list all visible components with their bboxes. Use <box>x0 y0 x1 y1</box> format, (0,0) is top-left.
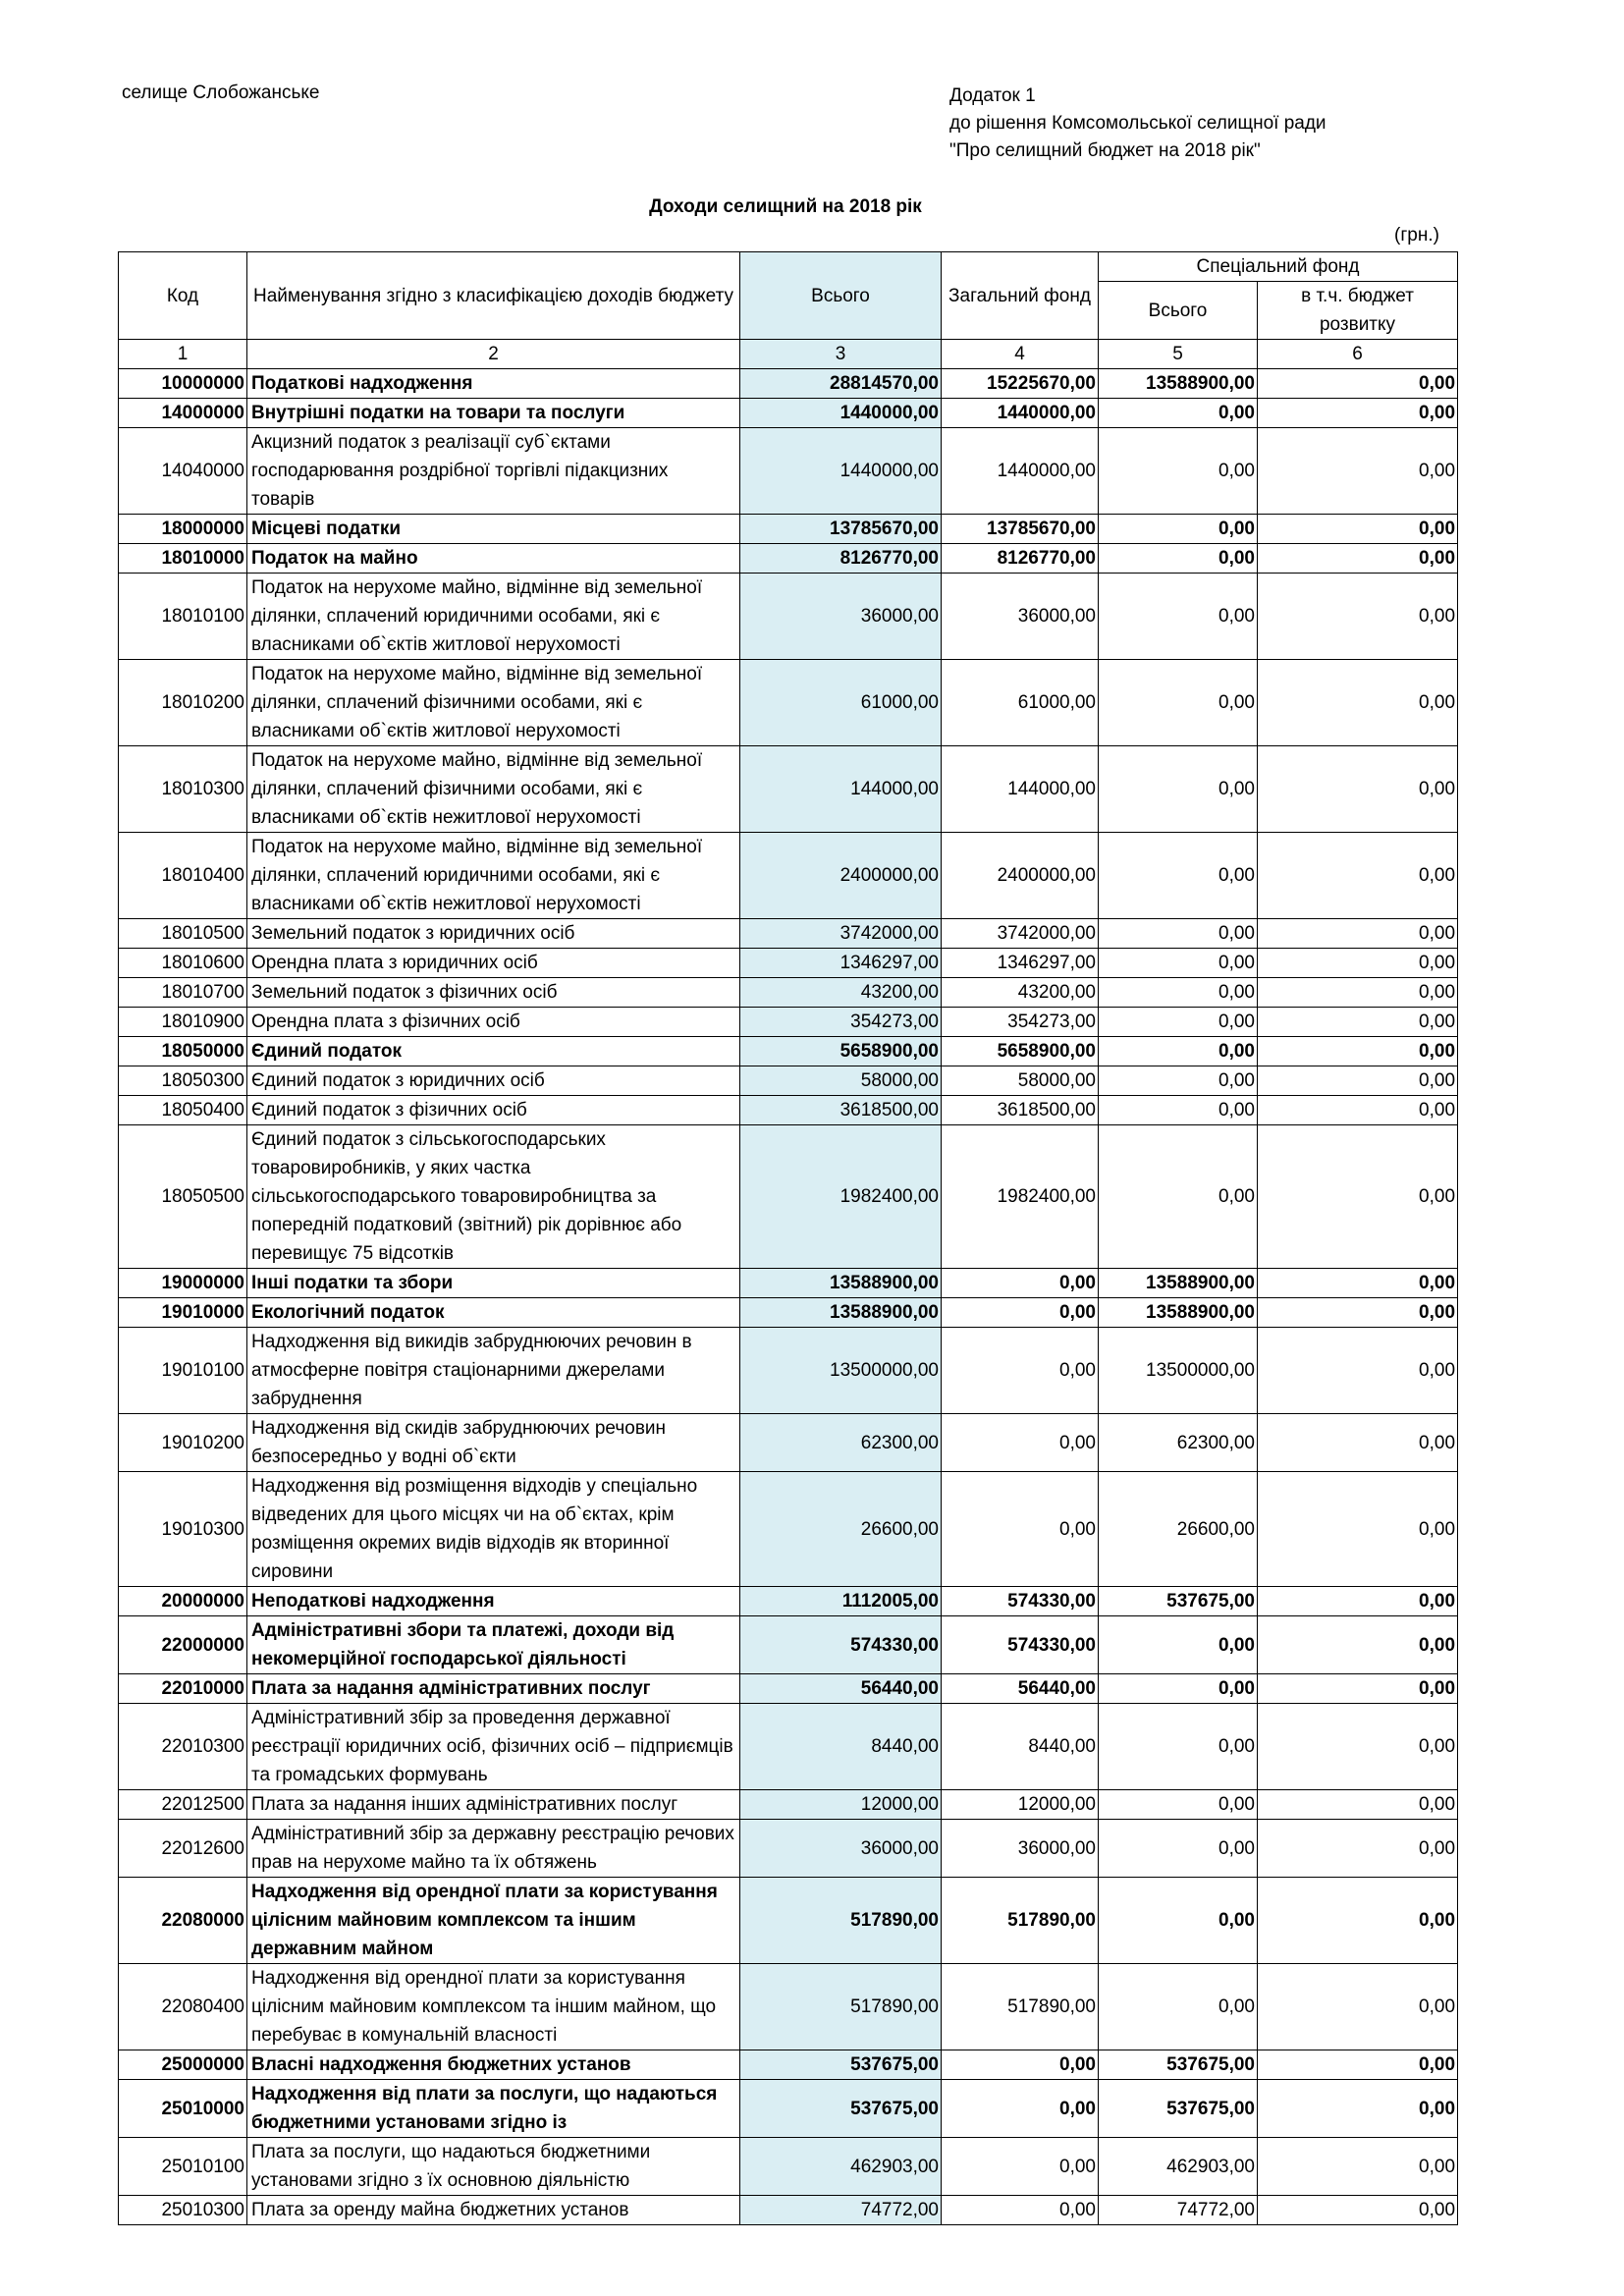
row-development-budget: 0,00 <box>1258 2196 1458 2225</box>
row-name: Єдиний податок з сільськогосподарських товаровиробників, у яких частка сільськогосподарського товаровиробництва за попередній податковий (звітний) рік дорівнює або перевищує 75 відсотків <box>247 1125 740 1269</box>
row-total: 13500000,00 <box>740 1328 942 1414</box>
row-code: 14040000 <box>119 428 247 515</box>
row-name: Адміністративні збори та платежі, доходи від некомерційної господарської діяльності <box>247 1616 740 1674</box>
table-row <box>119 1820 1458 1878</box>
row-special-fund: 0,00 <box>1099 1790 1258 1820</box>
row-name: Податок на майно <box>247 544 740 574</box>
row-special-fund: 0,00 <box>1099 1008 1258 1037</box>
row-development-budget: 0,00 <box>1258 428 1458 515</box>
row-code: 14000000 <box>119 399 247 428</box>
row-code: 25010100 <box>119 2138 247 2196</box>
row-name: Орендна плата з юридичних осіб <box>247 949 740 978</box>
row-code: 22012600 <box>119 1820 247 1878</box>
row-special-fund: 0,00 <box>1099 1964 1258 2050</box>
table-row <box>119 833 1458 919</box>
row-special-fund: 0,00 <box>1099 949 1258 978</box>
row-general-fund: 0,00 <box>942 1269 1099 1298</box>
row-total: 62300,00 <box>740 1414 942 1472</box>
row-development-budget: 0,00 <box>1258 1298 1458 1328</box>
row-code: 22012500 <box>119 1790 247 1820</box>
row-total: 2400000,00 <box>740 833 942 919</box>
row-name: Плата за надання інших адміністративних послуг <box>247 1790 740 1820</box>
row-special-fund: 0,00 <box>1099 574 1258 660</box>
header-total: Всього <box>740 252 942 340</box>
row-code: 18010400 <box>119 833 247 919</box>
row-total: 3742000,00 <box>740 919 942 949</box>
row-name: Єдиний податок з фізичних осіб <box>247 1096 740 1125</box>
row-development-budget: 0,00 <box>1258 574 1458 660</box>
row-development-budget: 0,00 <box>1258 399 1458 428</box>
row-development-budget: 0,00 <box>1258 1616 1458 1674</box>
row-development-budget: 0,00 <box>1258 1125 1458 1269</box>
row-general-fund: 3618500,00 <box>942 1096 1099 1125</box>
row-development-budget: 0,00 <box>1258 2050 1458 2080</box>
settlement-name: селище Слобожанське <box>122 82 320 103</box>
table-row <box>119 2080 1458 2138</box>
row-code: 25000000 <box>119 2050 247 2080</box>
row-code: 18000000 <box>119 515 247 544</box>
row-code: 18010700 <box>119 978 247 1008</box>
row-development-budget: 0,00 <box>1258 1096 1458 1125</box>
row-name: Єдиний податок <box>247 1037 740 1066</box>
row-development-budget: 0,00 <box>1258 1328 1458 1414</box>
table-row <box>119 574 1458 660</box>
row-general-fund: 144000,00 <box>942 746 1099 833</box>
row-special-fund: 0,00 <box>1099 428 1258 515</box>
row-name: Податок на нерухоме майно, відмінне від земельної ділянки, сплачений фізичними особами, які є власниками об`єктів нежитлової нерухомості <box>247 746 740 833</box>
row-general-fund: 517890,00 <box>942 1878 1099 1964</box>
row-special-fund: 537675,00 <box>1099 1587 1258 1616</box>
table-row <box>119 949 1458 978</box>
document-title: Доходи селищний на 2018 рік <box>649 196 922 217</box>
row-general-fund: 1440000,00 <box>942 399 1099 428</box>
row-code: 18010600 <box>119 949 247 978</box>
row-total: 462903,00 <box>740 2138 942 2196</box>
row-development-budget: 0,00 <box>1258 1704 1458 1790</box>
row-code: 18010900 <box>119 1008 247 1037</box>
table-row <box>119 1125 1458 1269</box>
row-total: 56440,00 <box>740 1674 942 1704</box>
revenue-table <box>118 251 1458 2225</box>
row-name: Надходження від скидів забруднюючих речовин безпосередньо у водні об`єкти <box>247 1414 740 1472</box>
row-name: Плата за надання адміністративних послуг <box>247 1674 740 1704</box>
row-total: 1346297,00 <box>740 949 942 978</box>
table-row <box>119 919 1458 949</box>
row-total: 8126770,00 <box>740 544 942 574</box>
table-row <box>119 1790 1458 1820</box>
row-general-fund: 517890,00 <box>942 1964 1099 2050</box>
row-development-budget: 0,00 <box>1258 2080 1458 2138</box>
row-total: 537675,00 <box>740 2050 942 2080</box>
row-special-fund: 0,00 <box>1099 544 1258 574</box>
row-code: 18010300 <box>119 746 247 833</box>
row-special-fund: 0,00 <box>1099 1037 1258 1066</box>
row-total: 537675,00 <box>740 2080 942 2138</box>
row-development-budget: 0,00 <box>1258 978 1458 1008</box>
appendix-line-1: Додаток 1 <box>949 85 1036 106</box>
row-code: 18010000 <box>119 544 247 574</box>
row-code: 10000000 <box>119 369 247 399</box>
row-code: 25010300 <box>119 2196 247 2225</box>
table-row <box>119 1008 1458 1037</box>
table-row <box>119 369 1458 399</box>
row-general-fund: 1440000,00 <box>942 428 1099 515</box>
row-development-budget: 0,00 <box>1258 1674 1458 1704</box>
table-row <box>119 544 1458 574</box>
row-name: Надходження від орендної плати за користування цілісним майновим комплексом та іншим державним майном <box>247 1878 740 1964</box>
row-general-fund: 13785670,00 <box>942 515 1099 544</box>
table-row <box>119 1414 1458 1472</box>
table-row <box>119 660 1458 746</box>
table-row <box>119 399 1458 428</box>
row-total: 5658900,00 <box>740 1037 942 1066</box>
row-code: 19010100 <box>119 1328 247 1414</box>
row-code: 19010300 <box>119 1472 247 1587</box>
row-special-fund: 0,00 <box>1099 919 1258 949</box>
row-name: Податок на нерухоме майно, відмінне від земельної ділянки, сплачений фізичними особами, які є власниками об`єктів житлової нерухомості <box>247 660 740 746</box>
row-name: Надходження від орендної плати за користування цілісним майновим комплексом та іншим майном, що перебуває в комунальній власності <box>247 1964 740 2050</box>
row-general-fund: 3742000,00 <box>942 919 1099 949</box>
row-code: 18010500 <box>119 919 247 949</box>
table-row <box>119 1964 1458 2050</box>
row-general-fund: 8126770,00 <box>942 544 1099 574</box>
row-code: 18050300 <box>119 1066 247 1096</box>
row-total: 8440,00 <box>740 1704 942 1790</box>
row-development-budget: 0,00 <box>1258 515 1458 544</box>
row-general-fund: 56440,00 <box>942 1674 1099 1704</box>
row-total: 13588900,00 <box>740 1298 942 1328</box>
col-number: 2 <box>247 340 740 369</box>
row-name: Плата за оренду майна бюджетних установ <box>247 2196 740 2225</box>
row-development-budget: 0,00 <box>1258 1269 1458 1298</box>
table-row <box>119 1704 1458 1790</box>
header-name: Найменування згідно з класифікацією доходів бюджету <box>247 252 740 340</box>
row-total: 1440000,00 <box>740 428 942 515</box>
units-label: (грн.) <box>1394 225 1439 246</box>
table-row <box>119 2196 1458 2225</box>
row-development-budget: 0,00 <box>1258 1066 1458 1096</box>
row-total: 3618500,00 <box>740 1096 942 1125</box>
row-total: 26600,00 <box>740 1472 942 1587</box>
row-special-fund: 0,00 <box>1099 1704 1258 1790</box>
row-special-fund: 537675,00 <box>1099 2050 1258 2080</box>
row-total: 13785670,00 <box>740 515 942 544</box>
row-code: 25010000 <box>119 2080 247 2138</box>
row-code: 22010300 <box>119 1704 247 1790</box>
appendix-note <box>949 82 1326 165</box>
row-name: Екологічний податок <box>247 1298 740 1328</box>
row-special-fund: 0,00 <box>1099 978 1258 1008</box>
row-development-budget: 0,00 <box>1258 1820 1458 1878</box>
header-special-dev: в т.ч. бюджет розвитку <box>1258 282 1458 340</box>
row-development-budget: 0,00 <box>1258 2138 1458 2196</box>
row-total: 354273,00 <box>740 1008 942 1037</box>
table-row <box>119 1616 1458 1674</box>
table-row <box>119 746 1458 833</box>
row-total: 1112005,00 <box>740 1587 942 1616</box>
row-development-budget: 0,00 <box>1258 1790 1458 1820</box>
row-special-fund: 0,00 <box>1099 746 1258 833</box>
row-name: Податкові надходження <box>247 369 740 399</box>
row-special-fund: 13588900,00 <box>1099 1298 1258 1328</box>
table-row <box>119 1037 1458 1066</box>
row-total: 58000,00 <box>740 1066 942 1096</box>
row-development-budget: 0,00 <box>1258 544 1458 574</box>
row-total: 36000,00 <box>740 574 942 660</box>
row-development-budget: 0,00 <box>1258 919 1458 949</box>
appendix-line-2: до рішення Комсомольської селищної ради <box>949 113 1326 134</box>
row-special-fund: 537675,00 <box>1099 2080 1258 2138</box>
row-general-fund: 5658900,00 <box>942 1037 1099 1066</box>
row-total: 36000,00 <box>740 1820 942 1878</box>
col-number: 5 <box>1099 340 1258 369</box>
row-special-fund: 0,00 <box>1099 833 1258 919</box>
row-code: 19010000 <box>119 1298 247 1328</box>
header-code: Код <box>119 252 247 340</box>
row-general-fund: 0,00 <box>942 2050 1099 2080</box>
row-code: 18010200 <box>119 660 247 746</box>
row-development-budget: 0,00 <box>1258 1008 1458 1037</box>
table-row <box>119 1878 1458 1964</box>
row-general-fund: 36000,00 <box>942 1820 1099 1878</box>
row-name: Плата за послуги, що надаються бюджетними установами згідно з їх основною діяльністю <box>247 2138 740 2196</box>
table-row <box>119 1472 1458 1587</box>
row-general-fund: 0,00 <box>942 1328 1099 1414</box>
row-code: 22080400 <box>119 1964 247 2050</box>
row-code: 19000000 <box>119 1269 247 1298</box>
row-special-fund: 62300,00 <box>1099 1414 1258 1472</box>
table-row <box>119 1328 1458 1414</box>
table-row <box>119 1066 1458 1096</box>
row-total: 28814570,00 <box>740 369 942 399</box>
table-row <box>119 978 1458 1008</box>
row-special-fund: 0,00 <box>1099 1820 1258 1878</box>
table-row <box>119 2050 1458 2080</box>
row-special-fund: 26600,00 <box>1099 1472 1258 1587</box>
row-total: 74772,00 <box>740 2196 942 2225</box>
row-development-budget: 0,00 <box>1258 1037 1458 1066</box>
row-name: Місцеві податки <box>247 515 740 544</box>
row-development-budget: 0,00 <box>1258 949 1458 978</box>
row-general-fund: 61000,00 <box>942 660 1099 746</box>
row-general-fund: 15225670,00 <box>942 369 1099 399</box>
col-number: 3 <box>740 340 942 369</box>
row-name: Податок на нерухоме майно, відмінне від земельної ділянки, сплачений юридичними особами, які є власниками об`єктів нежитлової нерухомості <box>247 833 740 919</box>
row-general-fund: 0,00 <box>942 2080 1099 2138</box>
row-name: Адміністративний збір за державну реєстрацію речових прав на нерухоме майно та їх обтяжень <box>247 1820 740 1878</box>
row-name: Земельний податок з юридичних осіб <box>247 919 740 949</box>
row-development-budget: 0,00 <box>1258 1878 1458 1964</box>
row-name: Єдиний податок з юридичних осіб <box>247 1066 740 1096</box>
row-development-budget: 0,00 <box>1258 746 1458 833</box>
row-name: Власні надходження бюджетних установ <box>247 2050 740 2080</box>
row-development-budget: 0,00 <box>1258 1472 1458 1587</box>
row-general-fund: 0,00 <box>942 2196 1099 2225</box>
row-name: Інші податки та збори <box>247 1269 740 1298</box>
row-total: 574330,00 <box>740 1616 942 1674</box>
row-name: Податок на нерухоме майно, відмінне від земельної ділянки, сплачений юридичними особами, які є власниками об`єктів житлової нерухомості <box>247 574 740 660</box>
row-total: 12000,00 <box>740 1790 942 1820</box>
row-development-budget: 0,00 <box>1258 660 1458 746</box>
row-general-fund: 0,00 <box>942 1472 1099 1587</box>
row-special-fund: 0,00 <box>1099 1878 1258 1964</box>
row-general-fund: 36000,00 <box>942 574 1099 660</box>
row-code: 22000000 <box>119 1616 247 1674</box>
row-general-fund: 0,00 <box>942 1298 1099 1328</box>
table-row <box>119 1298 1458 1328</box>
row-code: 18050400 <box>119 1096 247 1125</box>
row-name: Земельний податок з фізичних осіб <box>247 978 740 1008</box>
row-general-fund: 1346297,00 <box>942 949 1099 978</box>
row-special-fund: 13588900,00 <box>1099 369 1258 399</box>
table-row <box>119 1269 1458 1298</box>
row-special-fund: 0,00 <box>1099 1096 1258 1125</box>
row-code: 19010200 <box>119 1414 247 1472</box>
row-special-fund: 0,00 <box>1099 515 1258 544</box>
row-special-fund: 0,00 <box>1099 1616 1258 1674</box>
row-general-fund: 0,00 <box>942 2138 1099 2196</box>
row-development-budget: 0,00 <box>1258 833 1458 919</box>
table-row <box>119 1096 1458 1125</box>
row-code: 18010100 <box>119 574 247 660</box>
row-name: Внутрішні податки на товари та послуги <box>247 399 740 428</box>
row-development-budget: 0,00 <box>1258 369 1458 399</box>
row-name: Надходження від плати за послуги, що надаються бюджетними установами згідно із <box>247 2080 740 2138</box>
row-name: Адміністративний збір за проведення державної реєстрації юридичних осіб, фізичних осіб – підприємців та громадських формувань <box>247 1704 740 1790</box>
row-general-fund: 354273,00 <box>942 1008 1099 1037</box>
row-name: Неподаткові надходження <box>247 1587 740 1616</box>
row-total: 1440000,00 <box>740 399 942 428</box>
row-name: Надходження від розміщення відходів у спеціально відведених для цього місцях чи на об`єктах, крім розміщення окремих видів відходів як вторинної сировини <box>247 1472 740 1587</box>
row-special-fund: 0,00 <box>1099 1066 1258 1096</box>
table-row <box>119 1587 1458 1616</box>
row-name: Акцизний податок з реалізації суб`єктами господарювання роздрібної торгівлі підакцизних товарів <box>247 428 740 515</box>
row-special-fund: 0,00 <box>1099 1674 1258 1704</box>
row-special-fund: 13588900,00 <box>1099 1269 1258 1298</box>
row-general-fund: 58000,00 <box>942 1066 1099 1096</box>
row-general-fund: 574330,00 <box>942 1587 1099 1616</box>
row-general-fund: 2400000,00 <box>942 833 1099 919</box>
row-total: 13588900,00 <box>740 1269 942 1298</box>
col-number: 6 <box>1258 340 1458 369</box>
row-code: 18050500 <box>119 1125 247 1269</box>
row-total: 517890,00 <box>740 1878 942 1964</box>
table-row <box>119 515 1458 544</box>
row-development-budget: 0,00 <box>1258 1964 1458 2050</box>
row-special-fund: 0,00 <box>1099 1125 1258 1269</box>
col-number: 1 <box>119 340 247 369</box>
row-special-fund: 0,00 <box>1099 399 1258 428</box>
row-total: 1982400,00 <box>740 1125 942 1269</box>
row-general-fund: 8440,00 <box>942 1704 1099 1790</box>
row-name: Надходження від викидів забруднюючих речовин в атмосферне повітря стаціонарними джерелами забруднення <box>247 1328 740 1414</box>
row-development-budget: 0,00 <box>1258 1587 1458 1616</box>
header-special-total: Всього <box>1099 282 1258 340</box>
row-special-fund: 0,00 <box>1099 660 1258 746</box>
row-special-fund: 74772,00 <box>1099 2196 1258 2225</box>
row-total: 144000,00 <box>740 746 942 833</box>
row-general-fund: 12000,00 <box>942 1790 1099 1820</box>
row-development-budget: 0,00 <box>1258 1414 1458 1472</box>
row-total: 61000,00 <box>740 660 942 746</box>
row-general-fund: 574330,00 <box>942 1616 1099 1674</box>
table-row <box>119 1674 1458 1704</box>
header-special-fund: Спеціальний фонд <box>1099 252 1458 282</box>
appendix-line-3: "Про селищний бюджет на 2018 рік" <box>949 140 1261 161</box>
row-general-fund: 1982400,00 <box>942 1125 1099 1269</box>
row-general-fund: 0,00 <box>942 1414 1099 1472</box>
row-general-fund: 43200,00 <box>942 978 1099 1008</box>
col-number: 4 <box>942 340 1099 369</box>
table-row <box>119 2138 1458 2196</box>
row-code: 20000000 <box>119 1587 247 1616</box>
row-code: 22080000 <box>119 1878 247 1964</box>
row-total: 43200,00 <box>740 978 942 1008</box>
row-total: 517890,00 <box>740 1964 942 2050</box>
table-row <box>119 428 1458 515</box>
row-code: 22010000 <box>119 1674 247 1704</box>
header-general-fund: Загальний фонд <box>942 252 1099 340</box>
row-special-fund: 13500000,00 <box>1099 1328 1258 1414</box>
row-code: 18050000 <box>119 1037 247 1066</box>
row-name: Орендна плата з фізичних осіб <box>247 1008 740 1037</box>
row-special-fund: 462903,00 <box>1099 2138 1258 2196</box>
